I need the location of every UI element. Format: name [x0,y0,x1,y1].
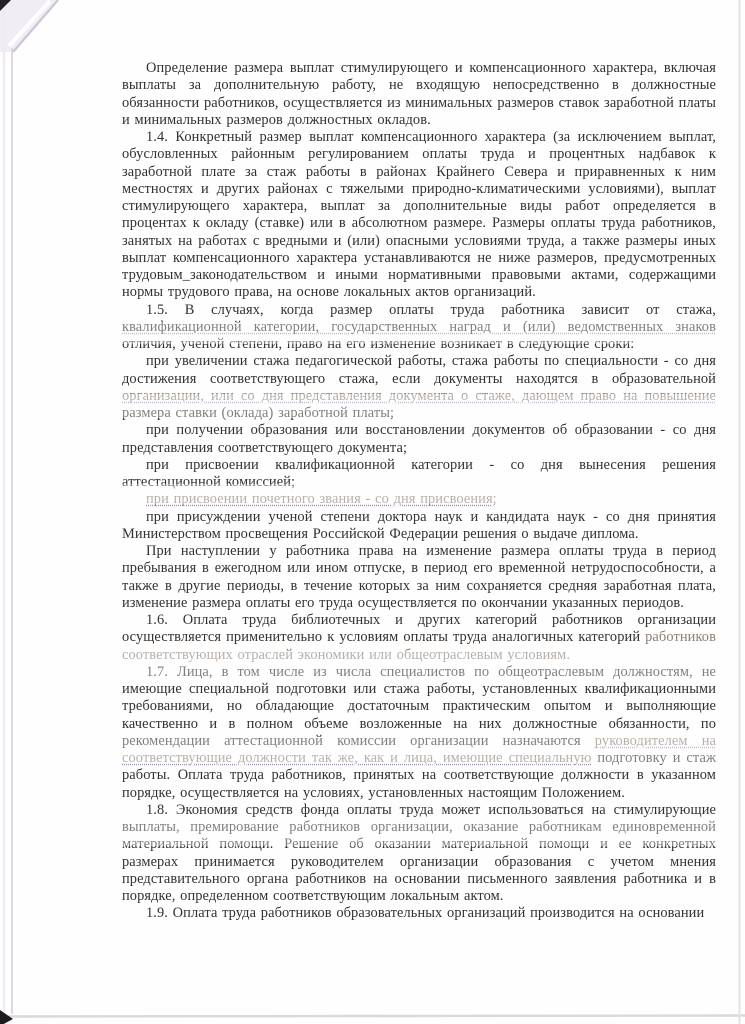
paragraph-clause-1-7 [122,664,716,802]
text-run: 1.5. В случаях, когда размер оплаты труда работника зависит от стажа, [146,301,716,318]
page-fold-crease [13,0,58,52]
top-left-corner-mark [0,0,11,11]
paragraph-clause-1-5-note [122,543,716,612]
paragraph-clause-1-5-item-2 [122,422,716,457]
underlined-text-run: организации, или со дня представления документа о стаже, дающем право на повышение [122,387,716,404]
text-run: подготовку и стаж работы. Оплата труда работников, принятых на соответствующие должности в указанном порядке, осуществляется на условиях, установленных настоящим Положением. [122,750,716,801]
underlined-text-run: при присвоении почетного звания - со дня присвоения; [146,491,497,508]
paragraph-clause-1-5-item-1 [122,353,716,422]
underlined-text-run: квалификационной категории, государственных наград и (или) ведомственных знаков [122,318,716,335]
text-run: Определение размера выплат стимулирующего и компенсационного характера, включая выплаты за дополнительную работу, не входящую непосредственно в должностные обязанности работников, осуществляется из минимальных размеров ставок заработной платы и минимальных размеров должностных окладов. [122,60,716,128]
text-run: при присуждении ученой степени доктора наук и кандидата наук - со дня принятия Министерством просвещения Российской Федерации решения о выдаче диплома. [122,508,716,542]
paragraph-clause-1-8 [122,802,716,906]
text-run: при увеличении стажа педагогической работы, стажа работы по специальности - со дня достижения соответствующего стажа, если документы находятся в образовательной [122,353,716,387]
text-run: При наступлении у работника права на изменение размера оплаты труда в период пребывания в ежегодном или ином отпуске, в период его временной нетрудоспособности, а также в другие периоды, в течение которых за ним сохраняется средняя заработная плата, изменение размера оплаты его труда осуществляется по окончании указанных периодов. [122,543,716,611]
paragraph-clause-1-4 [122,129,716,302]
text-run: 1.8. Экономия средств фонда оплаты труда может использоваться на стимулирующие выплаты, премирование работников организации, оказание работникам единовременной материальной помощи. Решение об оказании материальной помощи и ее конкретных размерах принимается руководителем организации образования с учетом мнения представительного органа работников на основании письменного заявления работника и в порядке, определенном соответствующим локальным актом. [122,801,716,904]
paragraph-clause-1-5-item-5 [122,509,716,544]
paragraph-clause-1-6 [122,612,716,664]
text-run: 1.7. Лица, в том числе из числа специалистов по общеотраслевым должностям, не имеющие специальной подготовки или стажа работы, установленных квалификационными требованиями, но обладающие достаточным практическим опытом и выполняющие качественно и в полном объеме возложенные на них должностные обязанности, по рекомендации аттестационной комиссии организации назначаются [122,663,716,749]
page-fold-highlight [9,1,50,46]
paragraph-clause-1-5 [122,302,716,354]
text-run: при получении образования или восстановлении документов об образовании - со дня представления соответствующего документа; [122,422,716,456]
text-run: 1.6. Оплата труда библиотечных и других категорий работников организации осуществляется применительно к условиям оплаты труда аналогичных категорий [122,612,716,646]
paragraph-clause-1-5-item-3 [122,457,716,492]
paragraph-intro-continued [122,60,716,129]
text-run: при присвоении квалификационной категории - со дня вынесения решения аттестационной комиссией; [122,456,716,490]
underlined-text-run: руководителем на соответствующие должности так же, как и лица, имеющие специальную [122,732,717,766]
paragraph-clause-1-5-item-4 [122,491,716,508]
page-fold-shade [0,0,58,52]
text-run: 1.9. Оплата труда работников образовательных организаций производится на основании [146,905,705,922]
bottom-left-corner-mark [0,1010,13,1024]
document-body [122,60,716,923]
text-run: работников соответствующих отраслей экономики или общеотраслевым условиям. [122,629,716,663]
text-run: 1.4. Конкретный размер выплат компенсационного характера (за исключением выплат, обусловленных районным регулированием оплаты труда и процентных надбавок к заработной плате за стаж работы в районах Крайнего Севера и приравненных к ним местностях и других районах с тяжелыми природно-климатическими условиями), выплат стимулирующего характера, выплат за дополнительные виды работ определяется в процентах к окладу (ставке) или в абсолютном размере. Размеры оплаты труда работников, занятых на работах с вредными и (или) опасными условиями труда, а также размеры иных выплат компенсационного характера устанавливаются не ниже размеров, предусмотренных трудовым_законодательством и иными нормативными правовыми актами, содержащими нормы трудового права, на основе локальных актов организаций. [122,129,716,301]
text-run: отличия, ученой степени, право на его изменение возникает в следующие сроки: [122,336,635,352]
paragraph-clause-1-9 [122,905,716,922]
bottom-edge-shadow [8,1016,745,1017]
text-run: размера ставки (оклада) заработной платы; [122,405,395,421]
